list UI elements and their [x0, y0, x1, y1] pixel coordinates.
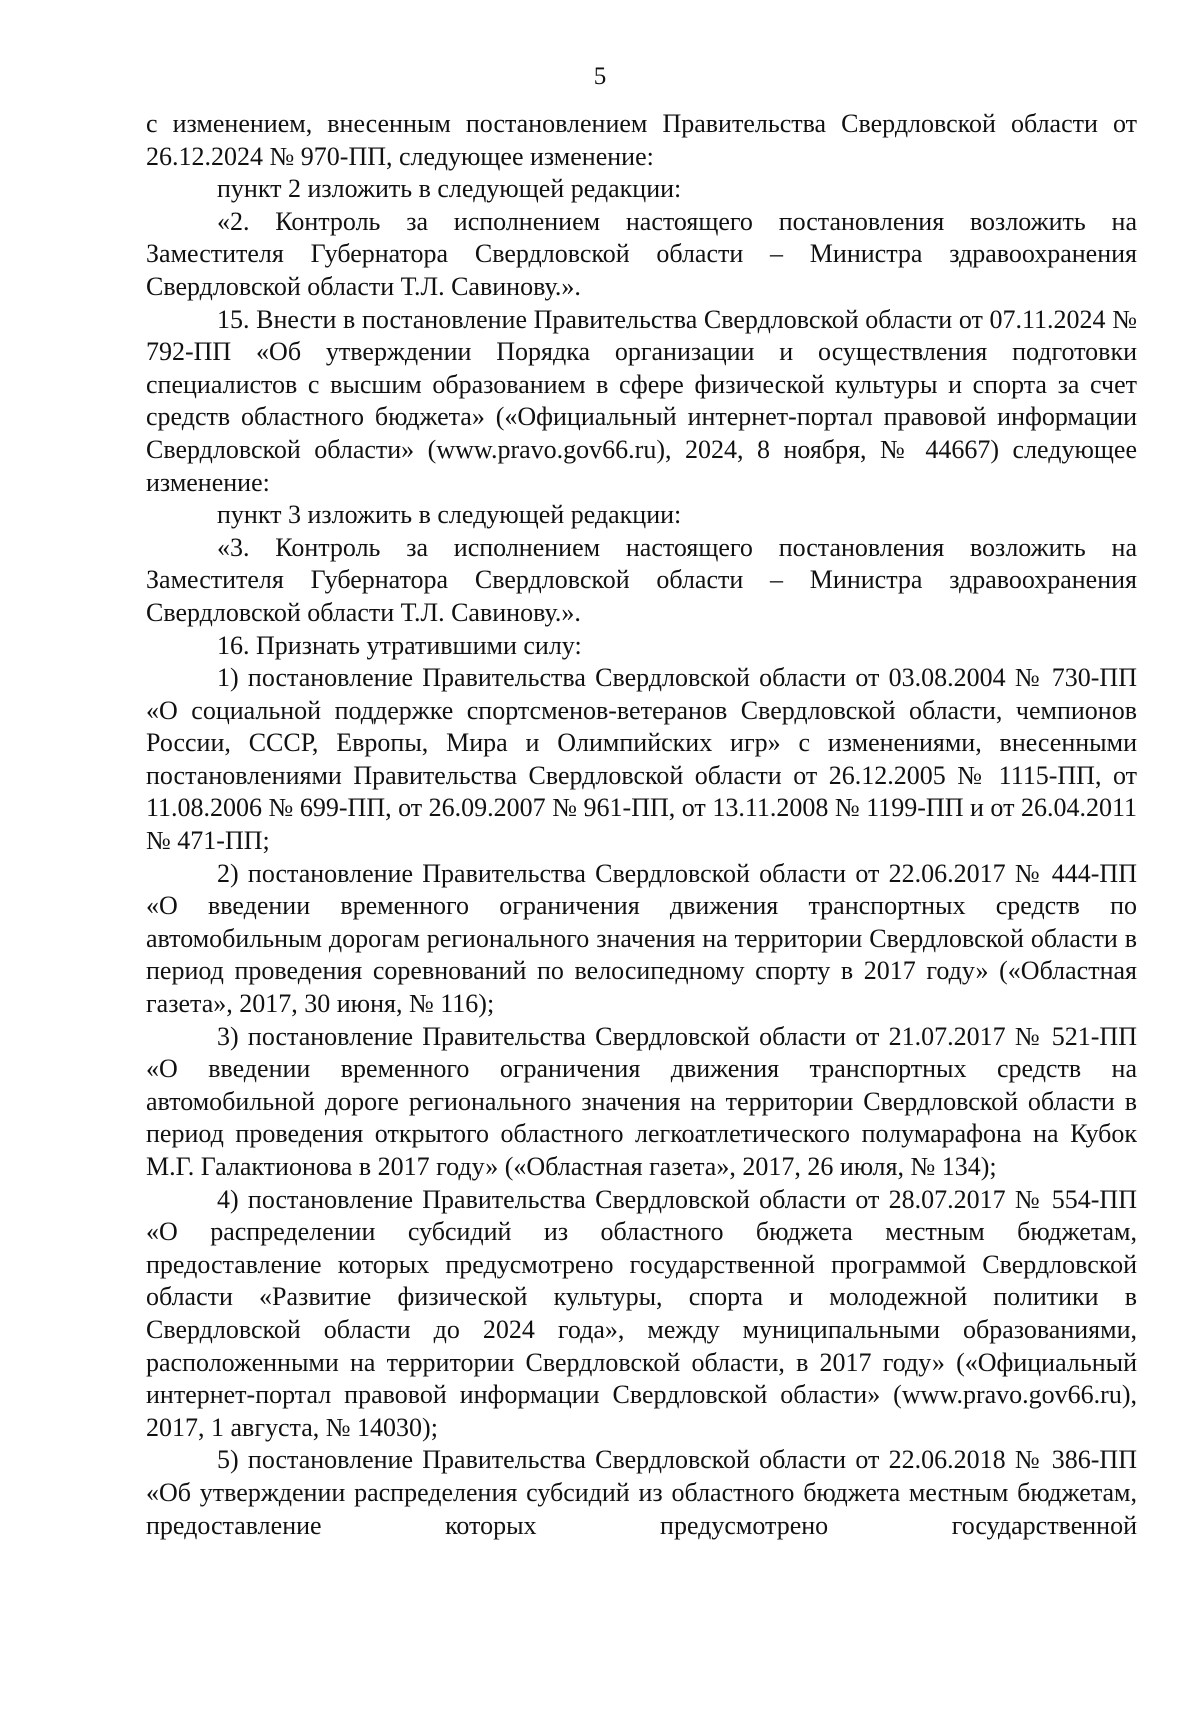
- paragraph-subitem-5: 5) постановление Правительства Свердловской области от 22.06.2018 № 386-ПП «Об утверждении распределения субсидий из областного бюджета местным бюджетам, предоставление которых предусмотрено государственной: [146, 1445, 1137, 1540]
- paragraph-intro-continuation: с изменением, внесенным постановлением Правительства Свердловской области от 26.12.2024 № 970-ПП, следующее изменение:: [146, 109, 1137, 171]
- paragraph-point-2-text: «2. Контроль за исполнением настоящего постановления возложить на Заместителя Губернатора Свердловской области – Министра здравоохранения Свердловской области Т.Л. Савинову.».: [146, 206, 1137, 301]
- paragraph-point-3-instruction: пункт 3 изложить в следующей редакции:: [217, 500, 682, 530]
- paragraph-point-3-text: «3. Контроль за исполнением настоящего постановления возложить на Заместителя Губернатора Свердловской области – Министра здравоохранения Свердловской области Т.Л. Савинову.».: [146, 532, 1137, 627]
- page-number: 5: [593, 63, 607, 90]
- paragraph-point-2-instruction: пункт 2 изложить в следующей редакции:: [217, 174, 682, 204]
- paragraph-subitem-3: 3) постановление Правительства Свердловской области от 21.07.2017 № 521-ПП «О введении временного ограничения движения транспортных средств на автомобильной дороге регионального значения на территории Свердловской области в период проведения открытого областного легкоатлетического полумарафона на Кубок М.Г. Галактионова в 2017 году» («Областная газета», 2017, 26 июля, № 134);: [146, 1021, 1137, 1181]
- paragraph-subitem-1: 1) постановление Правительства Свердловской области от 03.08.2004 № 730-ПП «О социальной поддержке спортсменов-ветеранов Свердловской области, чемпионов России, СССР, Европы, Мира и Олимпийских игр» с изменениями, внесенными постановлениями Правительства Свердловской области от 26.12.2005 № 1115-ПП, от 11.08.2006 № 699-ПП, от 26.09.2007 № 961-ПП, от 13.11.2008 № 1199-ПП и от 26.04.2011 № 471-ПП;: [146, 663, 1137, 856]
- paragraph-item-15: 15. Внести в постановление Правительства Свердловской области от 07.11.2024 № 792-ПП «Об утверждении Порядка организации и осуществления подготовки специалистов с высшим образованием в сфере физической культуры и спорта за счет средств областного бюджета» («Официальный интернет-портал правовой информации Свердловской области» (www.pravo.gov66.ru), 2024, 8 ноября, № 44667) следующее изменение:: [146, 304, 1137, 497]
- document-body: [146, 108, 1137, 1542]
- paragraph-subitem-4: 4) постановление Правительства Свердловской области от 28.07.2017 № 554-ПП «О распределении субсидий из областного бюджета местным бюджетам, предоставление которых предусмотрено государственной программой Свердловской области «Развитие физической культуры, спорта и молодежной политики в Свердловской области до 2024 года», между муниципальными образованиями, расположенными на территории Свердловской области, в 2017 году» («Официальный интернет-портал правовой информации Свердловской области» (www.pravo.gov66.ru), 2017, 1 августа, № 14030);: [146, 1184, 1137, 1442]
- paragraph-subitem-2: 2) постановление Правительства Свердловской области от 22.06.2017 № 444-ПП «О введении временного ограничения движения транспортных средств по автомобильным дорогам регионального значения на территории Свердловской области в период проведения соревнований по велосипедному спорту в 2017 году» («Областная газета», 2017, 30 июня, № 116);: [146, 858, 1137, 1019]
- paragraph-item-16: 16. Признать утратившими силу:: [217, 630, 582, 660]
